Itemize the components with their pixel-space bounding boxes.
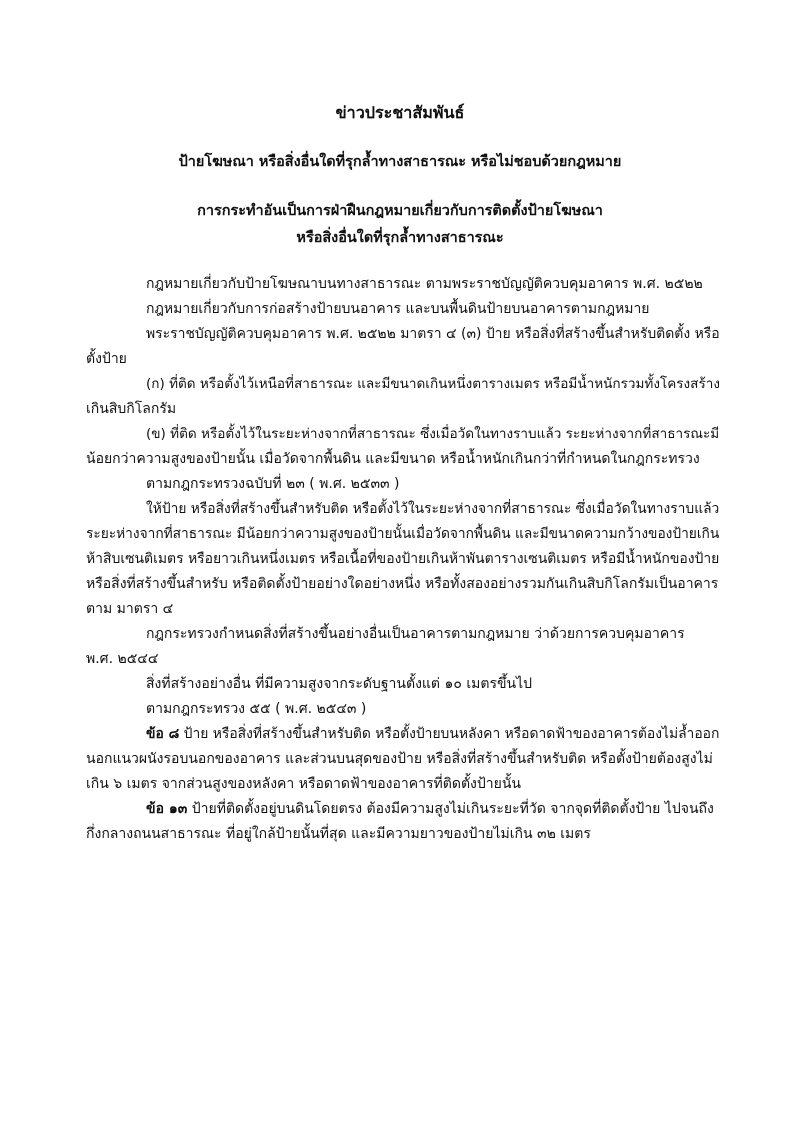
body-line: ตาม มาตรา ๔ — [86, 601, 174, 617]
body-line: กฎกระทรวงกำหนดสิ่งที่สร้างขึ้นอย่างอื่นเป็นอาคารตามกฎหมาย ว่าด้วยการควบคุมอาคาร — [146, 626, 685, 642]
body-line: ตั้งป้าย — [86, 351, 127, 367]
clause-8-line — [146, 724, 719, 744]
body-line: น้อยกว่าความสูงของป้ายนั้น เมื่อวัดจากพื้นดิน และมีขนาด หรือน้ำหนักเกินกว่าที่กำหนดในกฎกระทรวง — [86, 451, 700, 467]
clause-8-text: ป้าย หรือสิ่งที่สร้างขึ้นสำหรับติด หรือตั้งป้ายบนหลังคา หรือดาดฟ้าของอาคารต้องไม่ล้ำออก — [179, 726, 720, 742]
body-line: นอกแนวผนังรอบนอกของอาคาร และส่วนบนสุดของป้าย หรือสิ่งที่สร้างขึ้นสำหรับติด หรือตั้งป้ายต้องสูงไม่ — [86, 751, 713, 767]
clause-8-label: ข้อ ๘ — [146, 726, 180, 742]
body-line: สิ่งที่สร้างอย่างอื่น ที่มีความสูงจากระดับฐานตั้งแต่ ๑๐ เมตรขึ้นไป — [146, 676, 533, 692]
clause-13-line — [146, 799, 714, 819]
clause-13-label: ข้อ ๑๓ — [146, 801, 188, 817]
body-line: กึ่งกลางถนนสาธารณะ ที่อยู่ใกล้ป้ายนั้นที่สุด และมีความยาวของป้ายไม่เกิน ๓๒ เมตร — [86, 826, 591, 842]
body-line: กฎหมายเกี่ยวกับป้ายโฆษณาบนทางสาธารณะ ตามพระราชบัญญัติควบคุมอาคาร พ.ศ. ๒๕๒๒ — [146, 276, 703, 292]
document-title: ข่าวประชาสัมพันธ์ — [335, 103, 465, 122]
body-line: กฎหมายเกี่ยวกับการก่อสร้างป้ายบนอาคาร และบนพื้นดินป้ายบนอาคารตามกฎหมาย — [146, 301, 650, 317]
body-line: ระยะห่างจากที่สาธารณะ มีน้อยกว่าความสูงของป้ายนั้นเมื่อวัดจากพื้นดิน และมีขนาดความกว้างของป้ายเกิน — [86, 526, 720, 542]
section-heading-line1: การกระทำอันเป็นการฝ่าฝืนกฎหมายเกี่ยวกับการติดตั้งป้ายโฆษณา — [197, 203, 603, 219]
body-line: ตามกฎกระทรวงฉบับที่ ๒๓ ( พ.ศ. ๒๕๓๓ ) — [146, 476, 400, 492]
body-line: เกิน ๖ เมตร จากส่วนสูงของหลังคา หรือดาดฟ้าของอาคารที่ติดตั้งป้ายนั้น — [86, 776, 521, 792]
body-line: ตามกฎกระทรวง ๕๕ ( พ.ศ. ๒๕๔๓ ) — [146, 701, 367, 717]
body-line: พระราชบัญญัติควบคุมอาคาร พ.ศ. ๒๕๒๒ มาตรา ๔ (๓) ป้าย หรือสิ่งที่สร้างขึ้นสำหรับติดตั้ง หรือ — [146, 326, 720, 342]
clause-13-text: ป้ายที่ติดตั้งอยู่บนดินโดยตรง ต้องมีความสูงไม่เกินระยะที่วัด จากจุดที่ติดตั้งป้าย ไปจนถึง — [187, 801, 714, 817]
body-line: เกินสิบกิโลกรัม — [86, 401, 177, 417]
body-line: ห้าสิบเซนติเมตร หรือยาวเกินหนึ่งเมตร หรือเนื้อที่ของป้ายเกินห้าพันตารางเซนติเมตร หรือมีน้ำหนักของป้าย — [86, 551, 720, 567]
body-line: หรือสิ่งที่สร้างขึ้นสำหรับ หรือติดตั้งป้ายอย่างใดอย่างหนึ่ง หรือทั้งสองอย่างรวมกันเกินสิบกิโลกรัมเป็นอาคาร — [86, 576, 719, 592]
body-line: (ข) ที่ติด หรือตั้งไว้ในระยะห่างจากที่สาธารณะ ซึ่งเมื่อวัดในทางราบแล้ว ระยะห่างจากที่สาธารณะมี — [146, 426, 720, 442]
document-subtitle: ป้ายโฆษณา หรือสิ่งอื่นใดที่รุกล้ำทางสาธารณะ หรือไม่ชอบด้วยกฎหมาย — [178, 154, 622, 170]
body-line: ให้ป้าย หรือสิ่งที่สร้างขึ้นสำหรับติด หรือตั้งไว้ในระยะห่างจากที่สาธารณะ ซึ่งเมื่อวัดในทางราบแล้ว — [146, 501, 720, 517]
section-heading-line2: หรือสิ่งอื่นใดที่รุกล้ำทางสาธารณะ — [296, 230, 504, 246]
body-line: (ก) ที่ติด หรือตั้งไว้เหนือที่สาธารณะ และมีขนาดเกินหนึ่งตารางเมตร หรือมีน้ำหนักรวมทั้งโครงสร้าง — [146, 376, 720, 392]
body-line: พ.ศ. ๒๕๔๔ — [86, 651, 159, 667]
